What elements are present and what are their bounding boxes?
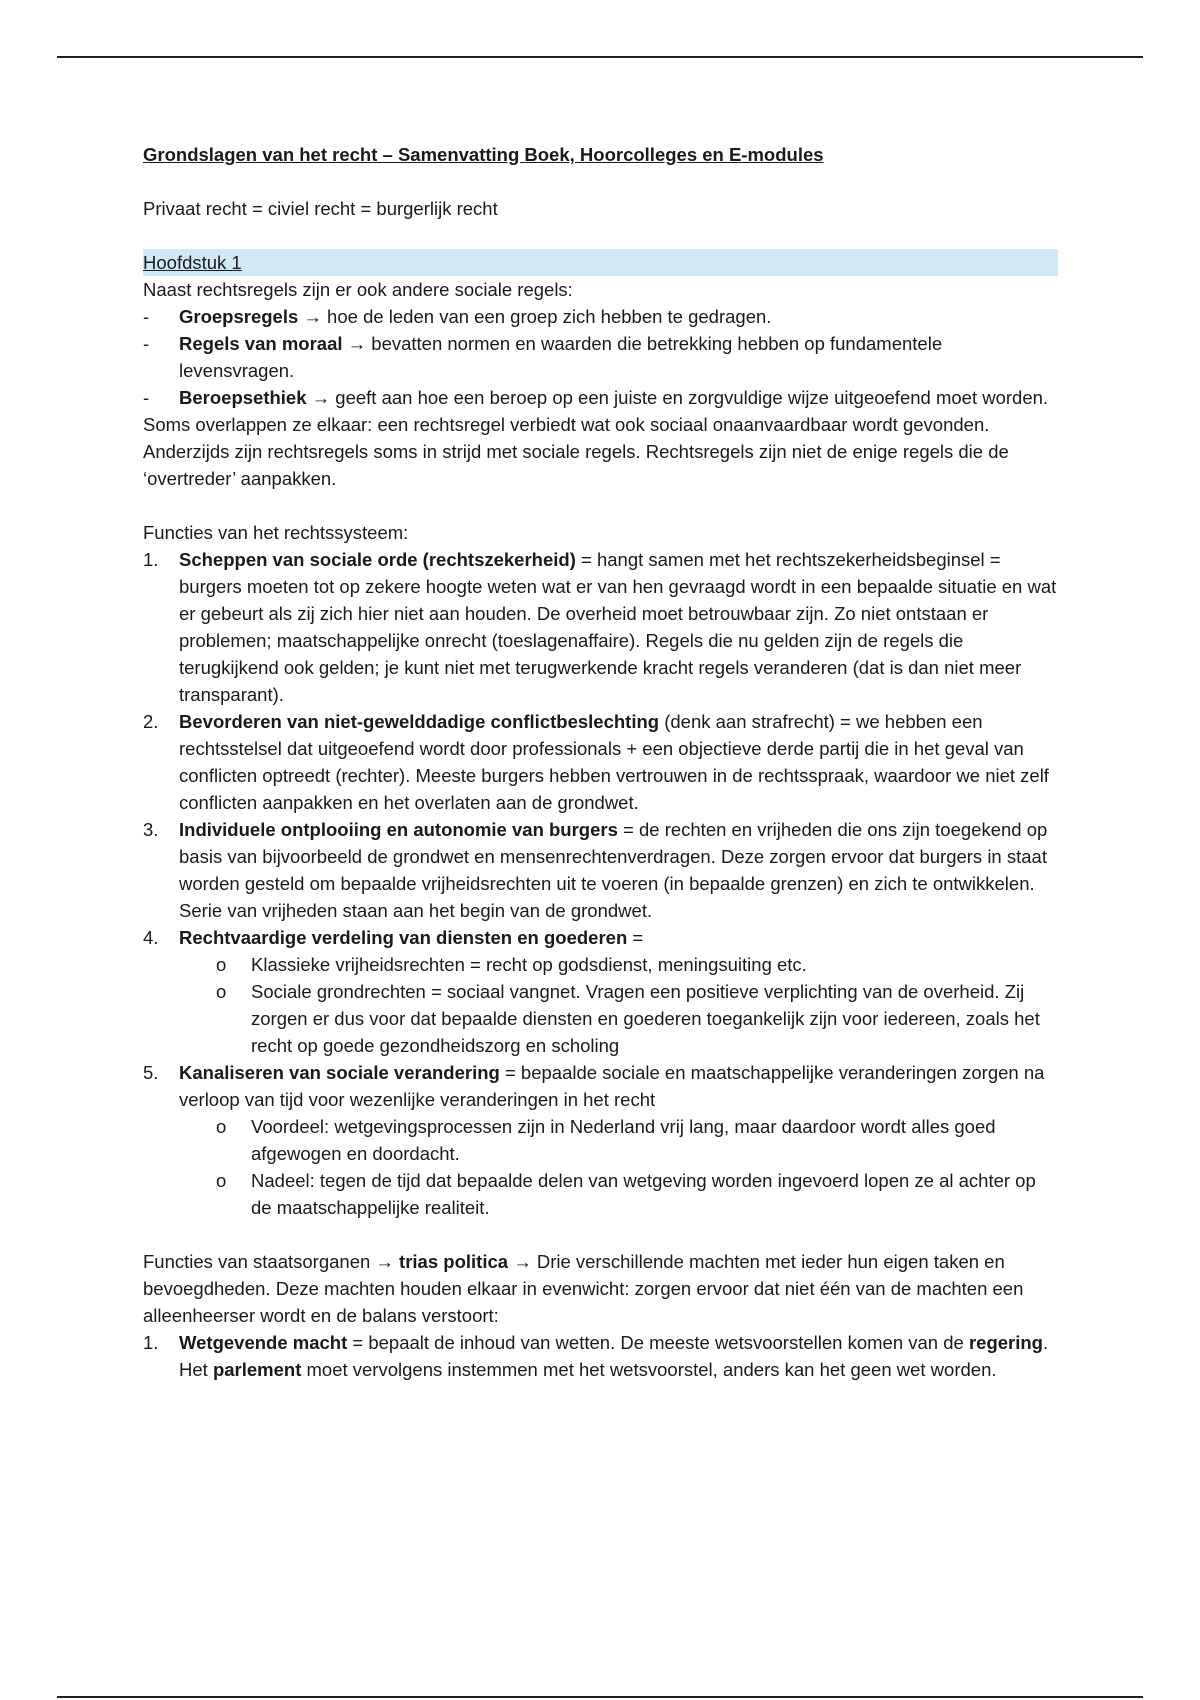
list-item: 1. Wetgevende macht = bepaalt de inhoud van wetten. De meeste wetsvoorstellen komen van de regering. Het parlement moet vervolgens instemmen met het wetsvoorstel, anders kan het geen wet worden. <box>143 1332 1049 1380</box>
list-item: 4. Rechtvaardige verdeling van diensten en goederen = <box>143 927 644 948</box>
functions-intro: Functies van het rechtssysteem: <box>143 522 409 543</box>
sub-list-item: o Voordeel: wetgevingsprocessen zijn in Nederland vrij lang, maar daardoor wordt alles goed afgewogen en doordacht. <box>216 1116 996 1164</box>
arrow-right-icon: → <box>375 1251 394 1272</box>
list-item: 2. Bevorderen van niet-gewelddadige conflictbeslechting (denk aan strafrecht) = we hebben een rechtsstelsel dat uitgeoefend wordt door professionals + een objectieve derde partij die in het geval van conflicten optreedt (rechter). Meeste burgers hebben vertrouwen in de rechtsspraak, waardoor we niet zelf conflicten aanpakken en het overlaten aan de grondwet. <box>143 711 1049 813</box>
sub-list-item: o Klassieke vrijheidsrechten = recht op godsdienst, meningsuiting etc. <box>216 954 807 975</box>
top-rule <box>57 56 1143 58</box>
list-item: - Groepsregels → hoe de leden van een groep zich hebben te gedragen. <box>143 306 772 327</box>
arrow-right-icon: → <box>347 333 367 354</box>
overlap-paragraph: Soms overlappen ze elkaar: een rechtsregel verbiedt wat ook sociaal onaanvaardbaar wordt gevonden. Anderzijds zijn rechtsregels soms in strijd met sociale regels. Rechtsregels zijn niet de enige regels die de ‘overtreder’ aanpakken. <box>143 414 1009 489</box>
document-title: Grondslagen van het recht – Samenvatting Boek, Hoorcolleges en E-modules <box>143 144 824 165</box>
sub-list-item: o Sociale grondrechten = sociaal vangnet. Vragen een positieve verplichting van de overheid. Zij zorgen er dus voor dat bepaalde diensten en goederen toegankelijk zijn voor iedereen, zoals het recht op goede gezondheidszorg en scholing <box>216 981 1040 1056</box>
intro-line: Naast rechtsregels zijn er ook andere sociale regels: <box>143 279 573 300</box>
trias-paragraph: Functies van staatsorganen → trias politica → Drie verschillende machten met ieder hun eigen taken en bevoegdheden. Deze machten houden elkaar in evenwicht: zorgen ervoor dat niet één van de machten een alleenheerser wordt en de balans verstoort: <box>143 1251 1024 1326</box>
arrow-right-icon: → <box>311 387 331 408</box>
bottom-rule <box>57 1696 1143 1698</box>
chapter-heading: Hoofdstuk 1 <box>143 249 1058 276</box>
sub-list-item: o Nadeel: tegen de tijd dat bepaalde delen van wetgeving worden ingevoerd lopen ze al achter op de maatschappelijke realiteit. <box>216 1170 1036 1218</box>
arrow-right-icon: → <box>513 1251 532 1272</box>
list-item: - Beroepsethiek → geeft aan hoe een beroep op een juiste en zorgvuldige wijze uitgeoefend moet worden. <box>143 387 1049 408</box>
document-body <box>143 141 1058 1383</box>
list-item: 1. Scheppen van sociale orde (rechtszekerheid) = hangt samen met het rechtszekerheidsbeginsel = burgers moeten tot op zekere hoogte weten wat er van hen gevraagd wordt in een bepaalde situatie en wat er gebeurt als zij zich hier niet aan houden. De overheid moet betrouwbaar zijn. Zo niet ontstaan er problemen; maatschappelijke onrecht (toeslagenaffaire). Regels die nu gelden zijn de regels die terugkijkend ook gelden; je kunt niet met terugwerkende kracht regels veranderen (dat is dan niet meer transparant). <box>143 549 1057 705</box>
definition-line: Privaat recht = civiel recht = burgerlijk recht <box>143 198 498 219</box>
arrow-right-icon: → <box>303 306 322 327</box>
list-item: 3. Individuele ontplooiing en autonomie van burgers = de rechten en vrijheden die ons zijn toegekend op basis van bijvoorbeeld de grondwet en mensenrechtenverdragen. Deze zorgen ervoor dat burgers in staat worden gesteld om bepaalde vrijheidsrechten uit te voeren (in bepaalde grenzen) en zich te ontwikkelen. Serie van vrijheden staan aan het begin van de grondwet. <box>143 819 1048 921</box>
list-item: - Regels van moraal → bevatten normen en waarden die betrekking hebben op fundamentele levensvragen. <box>143 333 943 381</box>
list-item: 5. Kanaliseren van sociale verandering = bepaalde sociale en maatschappelijke veranderingen zorgen na verloop van tijd voor wezenlijke veranderingen in het recht <box>143 1062 1045 1110</box>
